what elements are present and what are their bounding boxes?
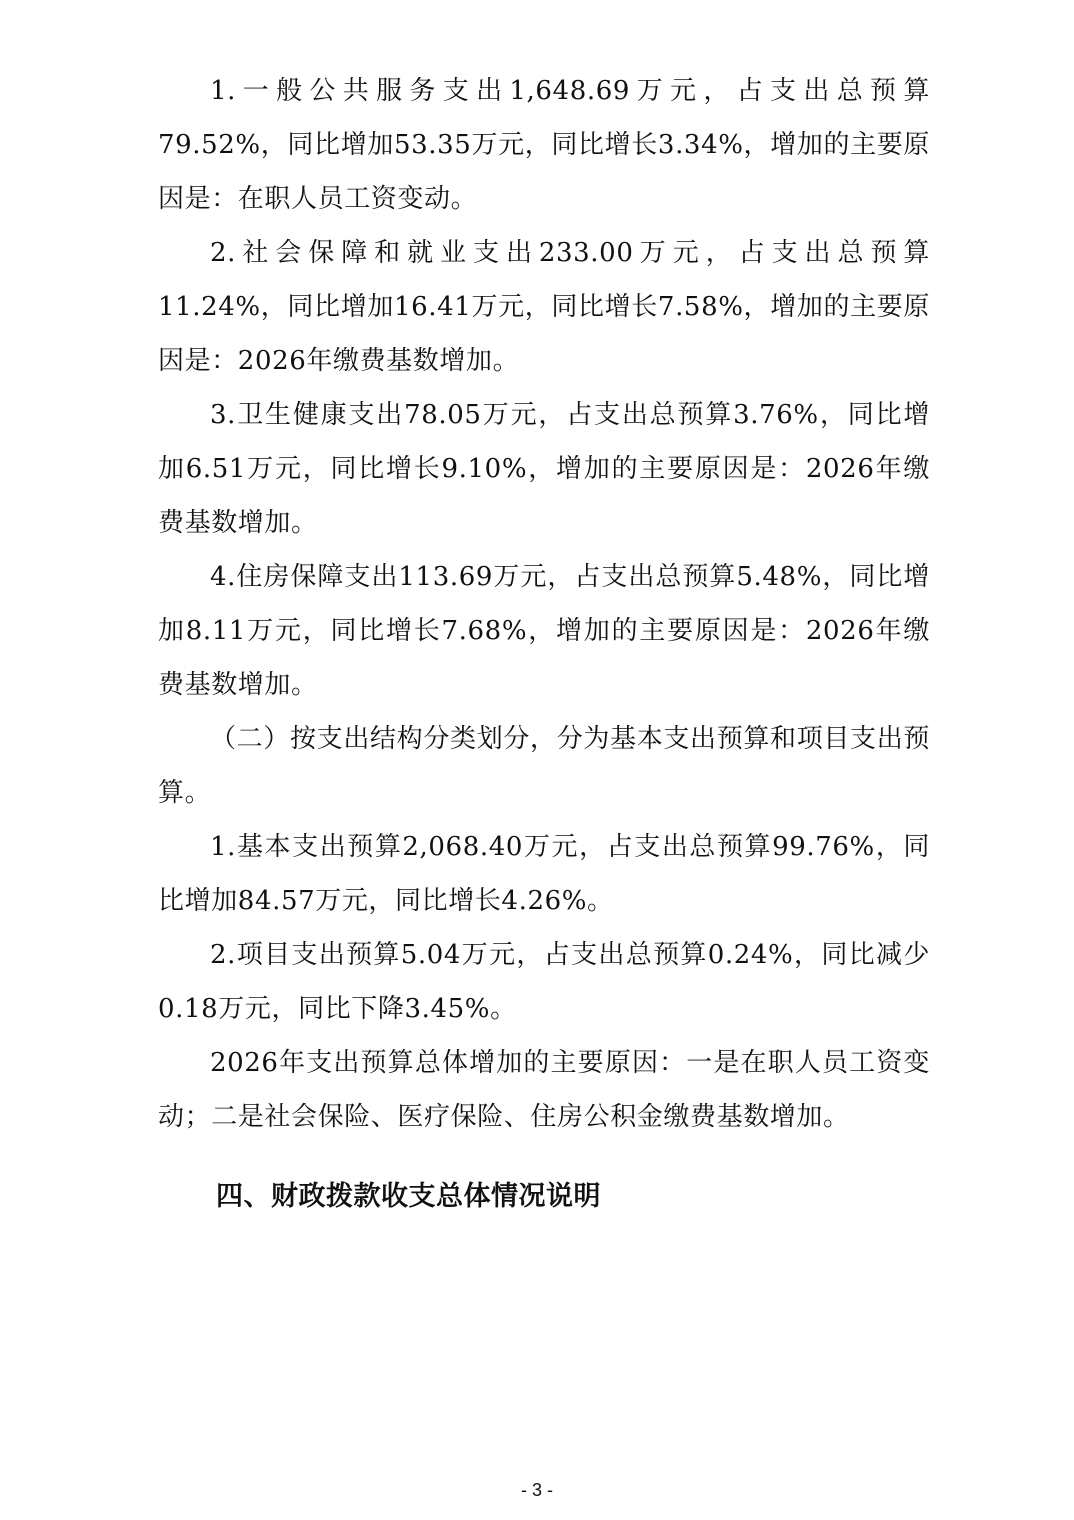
paragraph-project-expenditure: 2.项目支出预算5.04万元，占支出总预算0.24%，同比减少0.18万元，同比下降3.45%。 xyxy=(158,940,930,1024)
paragraph-basic-expenditure: 1.基本支出预算2,068.40万元，占支出总预算99.76%，同比增加84.57万元，同比增长4.26%。 xyxy=(158,832,930,916)
body-text xyxy=(158,64,930,1144)
paragraph-housing: 4.住房保障支出113.69万元，占支出总预算5.48%，同比增加8.11万元，同比增长7.68%，增加的主要原因是：2026年缴费基数增加。 xyxy=(158,562,930,700)
paragraph-social-security: 2.社会保障和就业支出233.00万元，占支出总预算11.24%，同比增加16.41万元，同比增长7.58%，增加的主要原因是：2026年缴费基数增加。 xyxy=(158,238,930,376)
paragraph-overall-reason: 2026年支出预算总体增加的主要原因：一是在职人员工资变动；二是社会保险、医疗保险、住房公积金缴费基数增加。 xyxy=(158,1048,930,1132)
paragraph-health: 3.卫生健康支出78.05万元，占支出总预算3.76%，同比增加6.51万元，同比增长9.10%，增加的主要原因是：2026年缴费基数增加。 xyxy=(158,400,930,538)
section-heading: 四、财政拨款收支总体情况说明 xyxy=(216,1181,601,1212)
paragraph-structure-classification: （二）按支出结构分类划分，分为基本支出预算和项目支出预算。 xyxy=(158,724,930,808)
page-number: - 3 - xyxy=(520,1480,553,1500)
paragraph-general-public-services: 1.一般公共服务支出1,648.69万元，占支出总预算79.52%，同比增加53.35万元，同比增长3.34%，增加的主要原因是：在职人员工资变动。 xyxy=(158,76,930,214)
